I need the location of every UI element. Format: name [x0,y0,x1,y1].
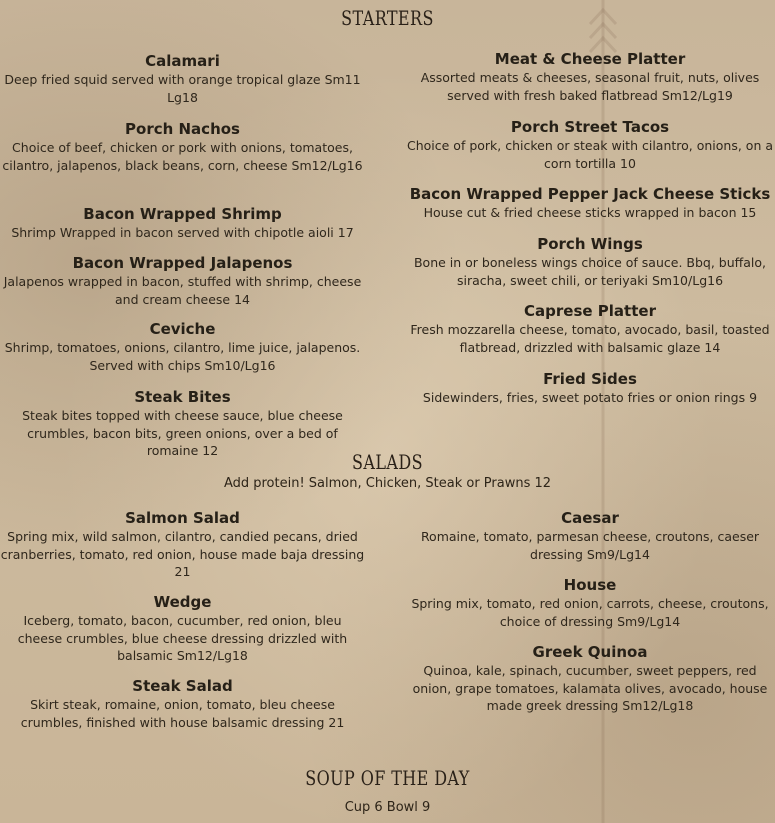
item-description: Skirt steak, romaine, onion, tomato, bleu cheese crumbles, finished with house balsamic dressing 21 [20,697,345,730]
item-name: Greek Quinoa [532,643,648,661]
menu-item-ceviche [0,320,365,374]
menu-item-greek-quinoa [405,643,775,715]
menu-item-house [405,576,775,630]
menu-item-meat-cheese-platter [405,50,775,104]
salads-protein-note: Add protein! Salmon, Chicken, Steak or Prawns 12 [223,476,552,491]
menu-item-bacon-wrapped-jalapenos [0,254,365,308]
item-name: Steak Salad [132,677,233,695]
menu-item-fried-sides [405,370,775,407]
item-name: Meat & Cheese Platter [494,50,686,68]
item-name: Ceviche [149,320,216,338]
item-description: Sidewinders, fries, sweet potato fries or onion rings 9 [422,390,758,405]
item-name: Porch Street Tacos [510,118,670,136]
item-description: Spring mix, wild salmon, cilantro, candied pecans, dried cranberries, tomato, red onion, house made baja dressing 21 [0,529,365,579]
soup-heading: SOUP OF THE DAY [305,766,470,790]
menu-item-calamari [0,52,365,106]
menu-item-porch-nachos [0,120,365,174]
item-description: Jalapenos wrapped in bacon, stuffed with shrimp, cheese and cream cheese 14 [3,274,362,307]
menu-item-bacon-wrapped-shrimp [0,205,365,242]
soup-price-note: Cup 6 Bowl 9 [344,800,431,815]
item-name: Bacon Wrapped Jalapenos [72,254,293,272]
item-name: Bacon Wrapped Pepper Jack Cheese Sticks [409,185,771,203]
item-name: Caprese Platter [524,302,656,320]
item-description: Assorted meats & cheeses, seasonal fruit, nuts, olives served with fresh baked flatbread Sm12/Lg19 [420,70,760,103]
item-name: Calamari [145,52,220,70]
item-description: Shrimp Wrapped in bacon served with chipotle aioli 17 [11,225,354,240]
item-description: Spring mix, tomato, red onion, carrots, cheese, croutons, choice of dressing Sm9/Lg14 [411,596,769,629]
menu-item-bacon-wrapped-cheese-sticks [405,185,775,222]
salads-heading: SALADS [352,450,423,474]
menu-item-caprese-platter [405,302,775,356]
menu-item-caesar [405,509,775,563]
item-description: Choice of pork, chicken or steak with cilantro, onions, on a corn tortilla 10 [406,138,774,171]
item-name: Salmon Salad [125,509,240,527]
item-description: Bone in or boneless wings choice of sauce. Bbq, buffalo, siracha, sweet chili, or teriyaki Sm10/Lg16 [413,255,767,288]
item-description: Deep fried squid served with orange tropical glaze Sm11 Lg18 [4,72,361,105]
item-name: Wedge [153,593,212,611]
item-description: Quinoa, kale, spinach, cucumber, sweet peppers, red onion, grape tomatoes, kalamata olives, avocado, house made greek dressing Sm12/Lg18 [412,663,768,713]
menu-item-steak-salad [0,677,365,731]
item-name: Steak Bites [134,388,231,406]
item-name: Porch Wings [537,235,643,253]
item-name: Bacon Wrapped Shrimp [83,205,282,223]
item-name: Porch Nachos [125,120,240,138]
menu-item-steak-bites [0,388,365,460]
item-name: Caesar [561,509,619,527]
item-description: Shrimp, tomatoes, onions, cilantro, lime juice, jalapenos. Served with chips Sm10/Lg16 [4,340,361,373]
menu-item-porch-wings [405,235,775,289]
item-description: Romaine, tomato, parmesan cheese, croutons, caeser dressing Sm9/Lg14 [420,529,760,562]
item-description: Iceberg, tomato, bacon, cucumber, red onion, bleu cheese crumbles, blue cheese dressing drizzled with balsamic Sm12/Lg18 [17,613,348,663]
menu-item-wedge [0,593,365,665]
item-description: House cut & fried cheese sticks wrapped in bacon 15 [423,205,757,220]
item-description: Choice of beef, chicken or pork with onions, tomatoes, cilantro, jalapenos, black beans, corn, cheese Sm12/Lg16 [2,140,363,173]
item-name: House [563,576,617,594]
item-name: Fried Sides [543,370,637,388]
item-description: Fresh mozzarella cheese, tomato, avocado, basil, toasted flatbread, drizzled with balsamic glaze 14 [410,322,770,355]
starters-heading: STARTERS [341,6,434,30]
menu-item-salmon-salad [0,509,365,581]
menu-item-porch-street-tacos [405,118,775,172]
item-description: Steak bites topped with cheese sauce, blue cheese crumbles, bacon bits, green onions, over a bed of romaine 12 [22,408,343,458]
